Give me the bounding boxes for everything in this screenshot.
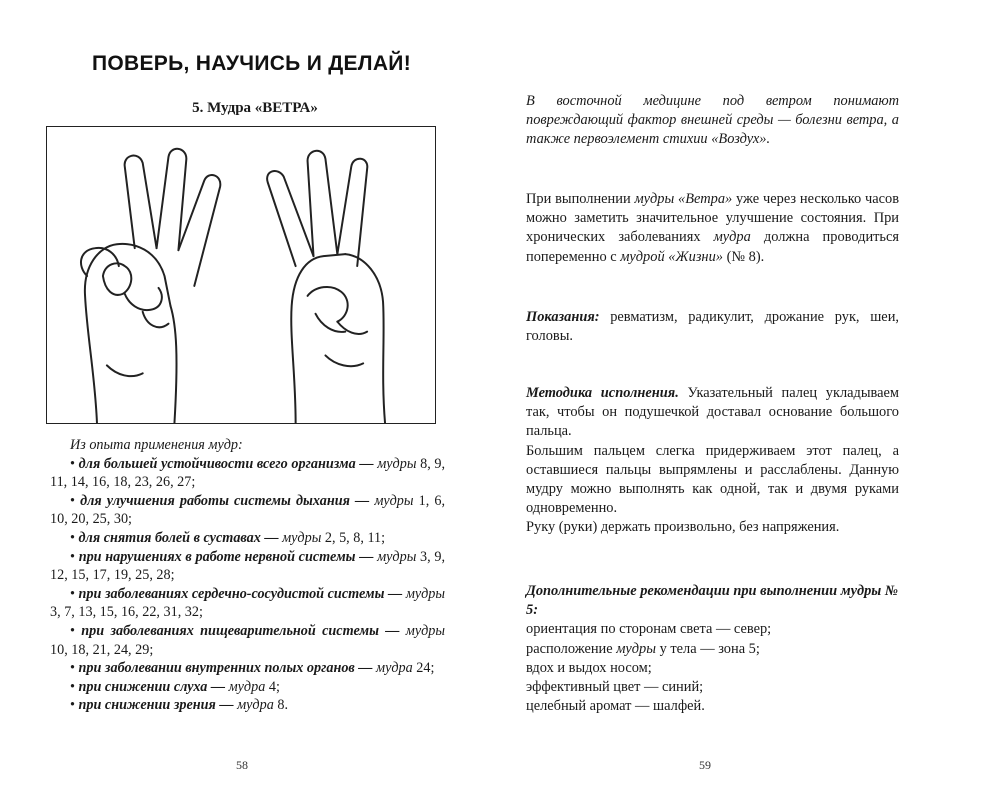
experience-intro: Из опыта применения мудр: — [70, 437, 243, 453]
method-paragraph-3: Руку (руки) держать произвольно, без напряжения. — [526, 519, 840, 536]
indications-paragraph: Показания: ревматизм, радикулит, дрожание рук, шеи, головы. — [526, 309, 899, 345]
extra-heading: Дополнительные рекомендации при выполнении мудры № 5: — [526, 583, 899, 619]
list-item: • для большей устойчивости всего организма — мудры 8, 9, 11, 14, 16, 18, 23, 26, 27; — [50, 455, 446, 491]
method-section: Методика исполнения. Указательный палец укладываем так, чтобы он подушечкой доставал основание большого пальца. Большим пальцем слегка придерживаем этот палец, а оставшиеся пальцы выпрямлены и расслаблены. Данную мудру можно выполнять как одной, так и двумя руками одновременно. Руку (руки) держать произвольно, без напряжения. — [526, 384, 899, 538]
list-item: • для снятия болей в суставах — мудры 2, 5, 8, 11; — [70, 529, 386, 546]
main-paragraph: При выполнении мудры «Ветра» уже через несколько часов можно заметить значительное улучшение состояния. При хронических заболеваниях мудра должна проводиться попеременно с мудрой «Жизни» (№ 8). — [526, 191, 900, 265]
extra-recommendations — [526, 582, 899, 716]
list-item: • при заболеваниях сердечно-сосудистой системы — мудры 3, 7, 13, 15, 16, 22, 31, 32; — [50, 585, 446, 621]
right-page — [500, 0, 1000, 799]
experience-section — [50, 436, 445, 715]
list-item: вдох и выдох носом; — [526, 659, 652, 676]
hands-icon — [47, 127, 435, 423]
list-item: расположение мудры у тела — зона 5; — [526, 640, 760, 657]
list-item: • для улучшения работы системы дыхания — мудры 1, 6, 10, 20, 25, 30; — [50, 492, 446, 528]
mudra-heading: 5. Мудра «ВЕТРА» — [192, 100, 318, 116]
list-item: ориентация по сторонам света — север; — [526, 621, 772, 638]
list-item: • при нарушениях в работе нервной системы — мудры 3, 9, 12, 15, 17, 19, 25, 28; — [50, 548, 446, 584]
list-item: • при заболевании внутренних полых органов — мудра 24; — [70, 660, 435, 677]
book-header-title: ПОВЕРЬ, НАУЧИСЬ И ДЕЛАЙ! — [92, 52, 411, 75]
method-paragraph-2: Большим пальцем слегка придерживаем этот палец, а оставшиеся пальцы выпрямлены и расслаблены. Данную мудру можно выполнять как одной, так и двумя руками одновременно. — [526, 442, 899, 517]
list-item: эффективный цвет — синий; — [526, 679, 704, 696]
list-item: • при заболеваниях пищеварительной системы — мудры 10, 18, 21, 24, 29; — [50, 622, 445, 658]
page-number-left: 58 — [236, 758, 248, 772]
list-item: целебный аромат — шалфей. — [526, 698, 705, 715]
list-item: • при снижении слуха — мудра 4; — [70, 678, 280, 695]
wind-intro-paragraph: В восточной медицине под ветром понимают повреждающий фактор внешней среды — болезни ветра, а также первоэлемент стихии «Воздух». — [526, 93, 899, 148]
method-label: Методика исполнения. — [526, 385, 679, 401]
page-number-right: 59 — [699, 758, 711, 772]
extra-list — [526, 620, 899, 716]
indications-label: Показания: — [526, 309, 600, 325]
hands-mudra-illustration — [46, 126, 436, 424]
list-item: • при снижении зрения — мудра 8. — [70, 697, 288, 714]
